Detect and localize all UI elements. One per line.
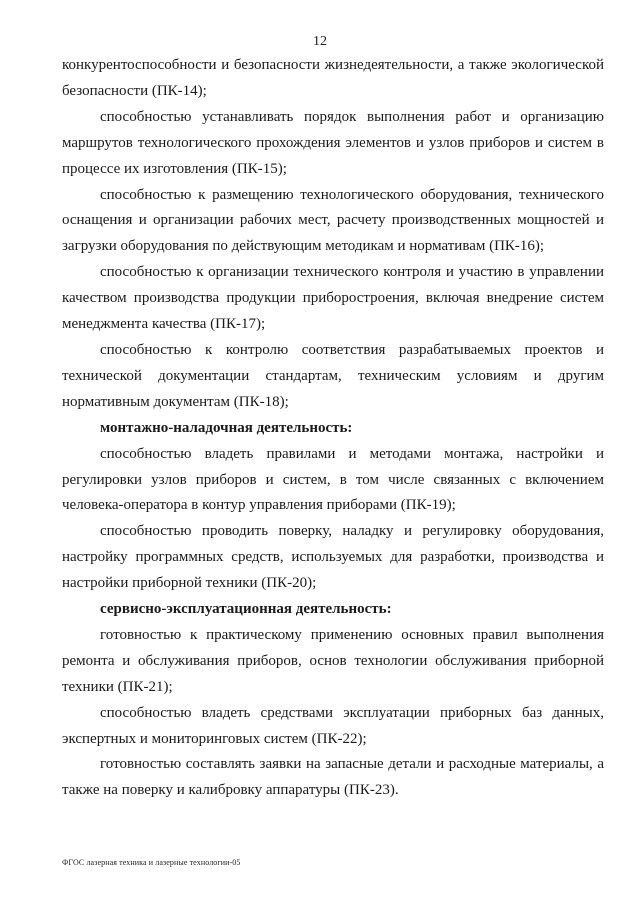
section-heading-servis: сервисно-эксплуатационная деятельность:: [100, 601, 392, 618]
paragraph-continuation: конкурентоспособности и безопасности жизнедеятельности, а также экологической безопасности (ПК-14);: [62, 57, 604, 99]
paragraph-pk-22: способностью владеть средствами эксплуатации приборных баз данных, экспертных и мониторинговых систем (ПК-22);: [62, 704, 604, 747]
paragraph-pk-15: способностью устанавливать порядок выполнения работ и организацию маршрутов технологического прохождения элементов и узлов приборов и систем в процессе их изготовления (ПК-15);: [62, 108, 604, 177]
paragraph-pk-19: способностью владеть правилами и методами монтажа, настройки и регулировки узлов приборов и систем, в том числе связанных с включением человека-оператора в контур управления приборами (ПК-19);: [62, 445, 604, 514]
page-number: 12: [313, 34, 327, 49]
paragraph-pk-23: готовностью составлять заявки на запасные детали и расходные материалы, а также на поверку и калибровку аппаратуры (ПК-23).: [62, 756, 604, 799]
document-footer: ФГОС лазерная техника и лазерные технологии-05: [62, 858, 241, 867]
paragraph-pk-17: способностью к организации технического контроля и участию в управлении качеством производства продукции приборостроения, включая внедрение систем менеджмента качества (ПК-17);: [62, 264, 604, 333]
paragraph-pk-16: способностью к размещению технологического оборудования, технического оснащения и организации рабочих мест, расчету производственных мощностей и загрузки оборудования по действующим методикам и нормативам (ПК-16);: [62, 186, 604, 255]
paragraph-pk-21: готовностью к практическому применению основных правил выполнения ремонта и обслуживания приборов, основ технологии обслуживания приборной техники (ПК-21);: [62, 626, 604, 695]
document-body: [62, 53, 604, 804]
section-heading-montazh: монтажно-наладочная деятельность:: [100, 419, 353, 436]
paragraph-pk-18: способностью к контролю соответствия разрабатываемых проектов и технической документации стандартам, техническим условиям и другим нормативным документам (ПК-18);: [62, 341, 604, 410]
paragraph-pk-20: способностью проводить поверку, наладку и регулировку оборудования, настройку программных средств, используемых для разработки, производства и настройки приборной техники (ПК-20);: [62, 523, 604, 592]
